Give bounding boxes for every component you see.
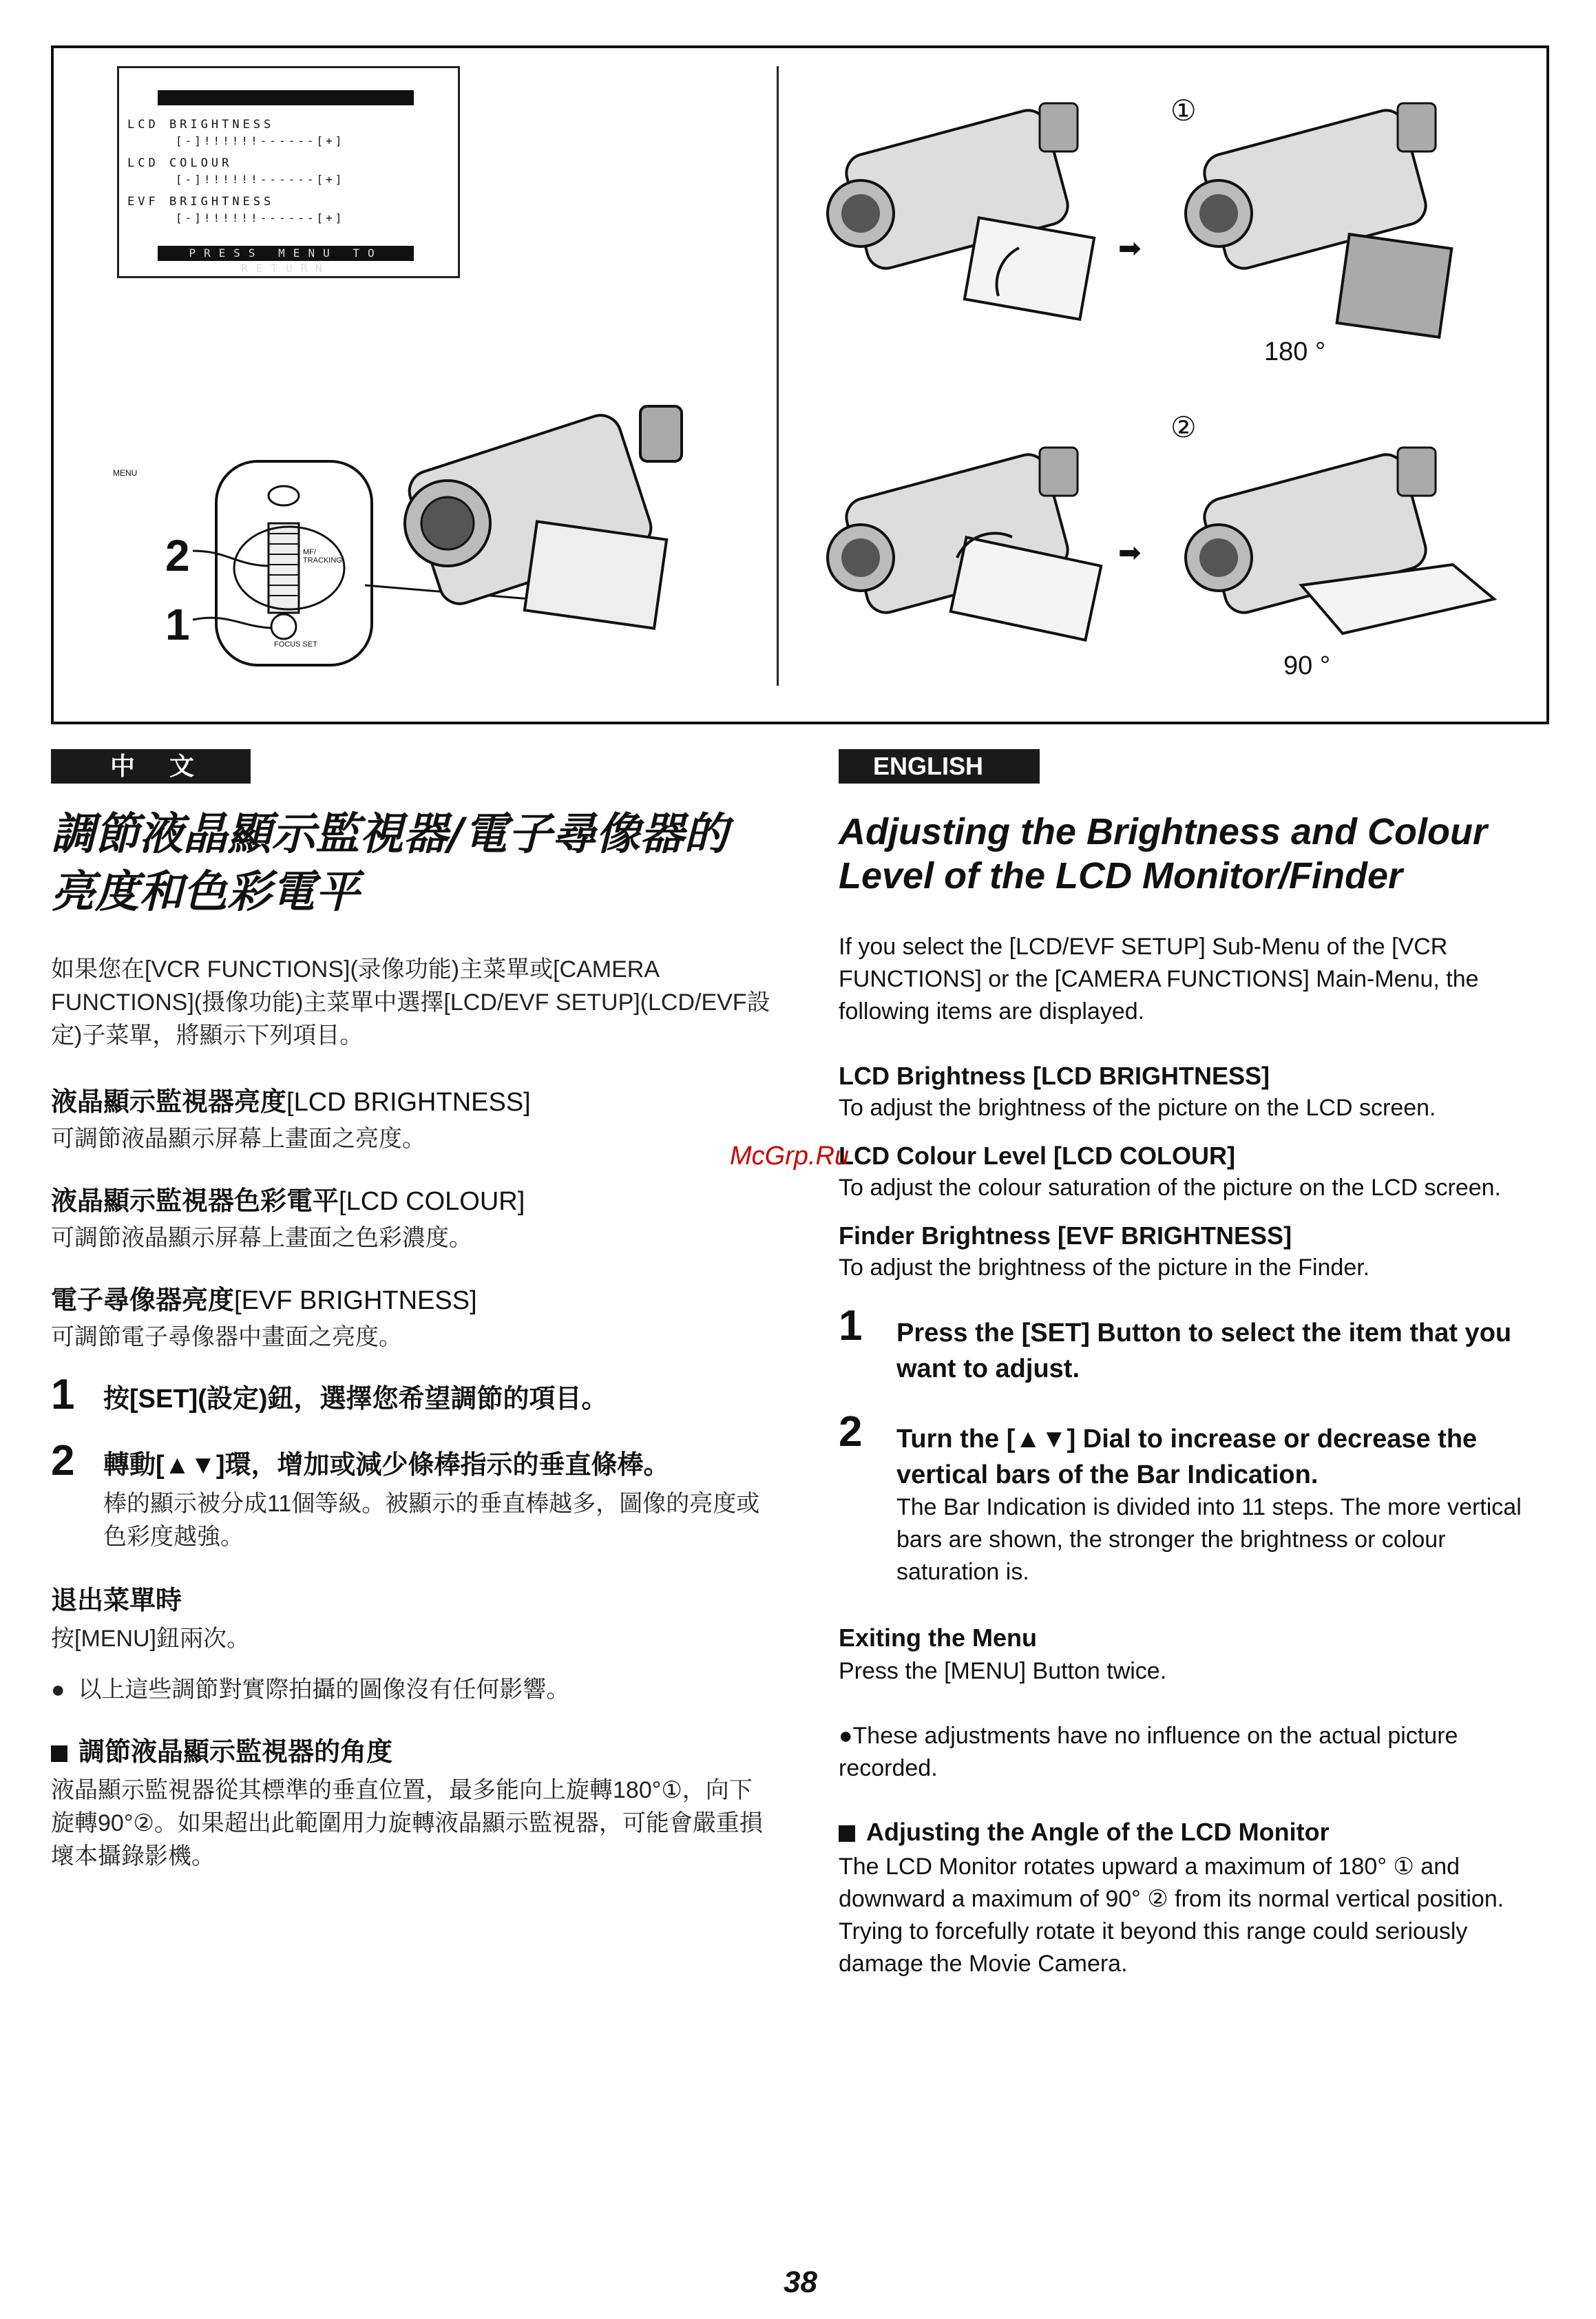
camcorder-icon [404,406,682,629]
arrow-right-icon: ➡ [1118,233,1142,264]
rotation-2-marker: ② [1170,411,1197,443]
english-note: ●These adjustments have no influence on the actual picture recorded. [839,1723,1458,1781]
english-exit-heading: Exiting the Menu [839,1624,1037,1652]
menu-row-bar: [-]!!!!!!------[+] [176,134,345,147]
chinese-item-desc: 可調節液晶顯示屏幕上畫面之亮度。 [51,1126,426,1152]
menu-row-label: LCD COLOUR [127,156,233,170]
menu-screen-title-bar [158,90,414,105]
set-button-icon [271,614,296,639]
camcorder-icon [1186,448,1494,633]
chinese-intro: 如果您在[VCR FUNCTIONS](录像功能)主菜單或[CAMERA FUNCTIONS](摄像功能)主菜單中選擇[LCD/EVF SETUP](LCD/EVF設定)子菜單，將顯示下列項目。 [51,956,770,1049]
chinese-item-heading-zh: 液晶顯示監視器色彩電平 [51,1187,339,1216]
english-step-2-text: Turn the [▲▼] Dial to increase or decrease the vertical bars of the Bar Indication. [896,1425,1478,1489]
chinese-title-line2: 亮度和色彩電平 [51,866,359,918]
chinese-exit-text: 按[MENU]鈕兩次。 [51,1626,250,1652]
english-item-heading: LCD Brightness [LCD BRIGHTNESS] [839,1062,1270,1090]
square-bullet-icon [51,1745,67,1762]
english-step-1-number: 1 [839,1302,863,1350]
dial-icon [269,523,299,613]
english-step-1-text: Press the [SET] Button to select the item that you want to adjust. [896,1319,1512,1383]
figure-divider [777,66,779,686]
chinese-item-heading-en: [LCD COLOUR] [339,1187,525,1216]
english-title-line2: Level of the LCD Monitor/Finder [839,855,1403,896]
menu-row-bar: [-]!!!!!!------[+] [176,211,345,224]
watermark: McGrp.Ru [730,1142,850,1171]
chinese-step-1-number: 1 [51,1371,75,1418]
camcorder-icon [828,448,1101,640]
chinese-note-text: 以上這些調節對實際拍攝的圖像沒有任何影響。 [78,1677,570,1703]
square-bullet-icon [839,1825,855,1842]
menu-row-bar: [-]!!!!!!------[+] [176,173,345,186]
chinese-item-heading [51,1085,771,1120]
menu-screen-illustration [117,66,460,278]
english-angle-text: The LCD Monitor rotates upward a maximum of 180° ① and downward a maximum of 90° ② from its normal vertical position. Trying to forcefully rotate it beyond this range could seriously damage the Movie Camera. [839,1854,1504,1977]
bullet-icon: ● [51,1677,78,1703]
english-item-heading: Finder Brightness [EVF BRIGHTNESS] [839,1221,1292,1250]
chinese-note [51,1673,771,1706]
english-step-2-number: 2 [839,1408,863,1456]
english-item-desc: To adjust the brightness of the picture on the LCD screen. [839,1095,1436,1121]
chinese-item-heading-zh: 液晶顯示監視器亮度 [51,1088,287,1117]
camcorder-icon [828,103,1094,319]
step-2-marker: 2 [165,531,190,580]
focus-set-label: FOCUS SET [274,640,317,649]
chinese-item-heading [51,1283,771,1318]
chinese-angle-heading-text: 調節液晶顯示監視器的角度 [78,1738,393,1767]
menu-label: MENU [113,468,138,478]
chinese-item-desc: 可調節液晶顯示屏幕上畫面之色彩濃度。 [51,1225,472,1251]
chinese-angle-text: 液晶顯示監視器從其標準的垂直位置，最多能向上旋轉180°①，向下旋轉90°②。如果超出此範圍用力旋轉液晶顯示監視器，可能會嚴重損壞本攝錄影機。 [51,1777,763,1869]
english-angle-heading [839,1816,1555,1848]
chinese-title-line1: 調節液晶顯示監視器/電子尋像器的 [51,808,728,860]
rotation-1-angle: 180 ° [1264,337,1326,366]
chinese-step-2-number: 2 [51,1437,75,1484]
menu-button-icon [269,486,299,505]
chinese-item-heading [51,1184,771,1219]
rotation-2-angle: 90 ° [1283,651,1331,680]
english-exit-text: Press the [MENU] Button twice. [839,1658,1167,1684]
chinese-angle-heading [51,1735,771,1770]
menu-row-label: LCD BRIGHTNESS [127,118,275,132]
arrow-right-icon: ➡ [1118,538,1142,568]
tracking-label: MF/ TRACKING [303,548,342,565]
english-item-desc: To adjust the brightness of the picture in the Finder. [839,1255,1370,1281]
camcorder-icon [1186,103,1451,337]
menu-row-label: EVF BRIGHTNESS [127,195,275,209]
step-1-marker: 1 [165,600,190,649]
rotation-illustrations [812,90,1529,695]
chinese-step-1-text: 按[SET](設定)鈕，選擇您希望調節的項目。 [103,1385,608,1414]
page-number: 38 [784,2265,817,2299]
chinese-item-heading-en: [LCD BRIGHTNESS] [286,1088,531,1117]
chinese-language-tag: 中 文 [51,749,251,784]
english-angle-heading-text: Adjusting the Angle of the LCD Monitor [866,1818,1330,1846]
chinese-step-2-text: 轉動[▲▼]環，增加或減少條棒指示的垂直條棒。 [103,1451,670,1480]
chinese-step-2-detail: 棒的顯示被分成11個等級。被顯示的垂直棒越多，圖像的亮度或色彩度越強。 [103,1491,760,1550]
menu-screen-footer: PRESS MENU TO RETURN [158,246,414,261]
chinese-item-heading-zh: 電子尋像器亮度 [51,1286,235,1315]
chinese-item-desc: 可調節電子尋像器中畫面之亮度。 [51,1324,402,1350]
chinese-exit-heading: 退出菜單時 [51,1586,182,1615]
camera-controls-illustration [103,386,723,689]
english-step-2-detail: The Bar Indication is divided into 11 steps. The more vertical bars are shown, the stronger the brightness or colour saturation is. [896,1494,1522,1585]
english-language-tag: ENGLISH [839,749,1040,784]
english-title-line1: Adjusting the Brightness and Colour [839,811,1487,852]
english-item-desc: To adjust the colour saturation of the picture on the LCD screen. [839,1175,1501,1201]
chinese-item-heading-en: [EVF BRIGHTNESS] [234,1286,477,1315]
rotation-1-marker: ① [1170,94,1197,127]
english-intro: If you select the [LCD/EVF SETUP] Sub-Menu of the [VCR FUNCTIONS] or the [CAMERA FUNCTIONS] Main-Menu, the following items are displayed. [839,934,1479,1025]
english-item-heading: LCD Colour Level [LCD COLOUR] [839,1142,1235,1170]
